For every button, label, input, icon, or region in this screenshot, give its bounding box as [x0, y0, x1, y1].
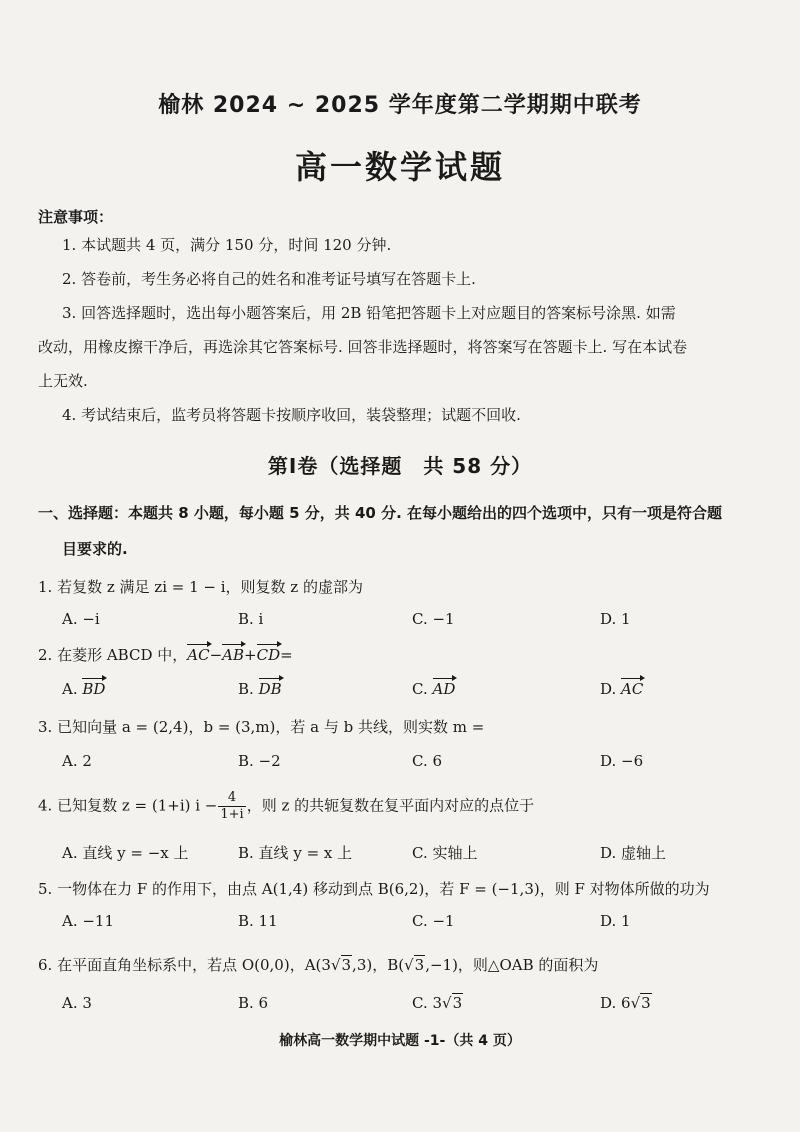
q6-sqrt-3-b: √3 [404, 956, 425, 974]
question-3-stem: 3. 已知向量 a = (2,4)，b = (3,m)，若 a 与 b 共线，则实数 m = [38, 718, 485, 736]
notice-item-4: 4. 考试结束后，监考员将答题卡按顺序收回，装袋整理；试题不回收. [62, 406, 521, 424]
q2-option-c [412, 680, 455, 698]
q3-option-b: B. −2 [238, 752, 281, 770]
q1-option-b: B. i [238, 610, 264, 628]
q3-option-d: D. −6 [600, 752, 644, 770]
q4-option-d: D. 虚轴上 [600, 844, 667, 862]
q6-sqrt-3-a: √3 [330, 956, 352, 974]
q5-option-c: C. −1 [412, 912, 455, 930]
q2-option-d-label: D. [600, 680, 617, 698]
q4-option-c: C. 实轴上 [412, 844, 478, 862]
q6-option-a: A. 3 [62, 994, 92, 1012]
question-6-stem [38, 954, 598, 975]
q6-option-b: B. 6 [238, 994, 269, 1012]
q2-option-c-label: C. [412, 680, 428, 698]
page-footer: 榆林高一数学期中试题 -1-（共 4 页） [279, 1033, 521, 1049]
notice-item-2: 2. 答卷前，考生务必将自己的姓名和准考证号填写在答题卡上. [62, 270, 476, 288]
q6-option-d [600, 994, 652, 1012]
q2-stem-prefix: 2. 在菱形 ABCD 中， [38, 646, 188, 664]
q6-option-d-sqrt: √3 [630, 994, 651, 1012]
q2-option-a [62, 680, 105, 698]
q2-option-c-vector: AD [432, 680, 456, 698]
q2-option-a-label: A. [62, 680, 78, 698]
q2-option-b [238, 680, 282, 698]
notice-item-3-cont: 改动，用橡皮擦干净后，再选涂其它答案标号. 回答非选择题时，将答案写在答题卡上. 写在本试卷 [38, 338, 688, 356]
notice-item-3-end: 上无效. [38, 372, 88, 390]
q2-option-b-label: B. [238, 680, 254, 698]
q6-option-c-text: C. 3 [412, 994, 443, 1012]
q2-vector-cd: CD [256, 646, 281, 664]
q2-vector-ab: AB [222, 646, 245, 664]
q2-plus-sign: + [244, 646, 257, 664]
notice-item-3: 3. 回答选择题时，选出每小题答案后，用 2B 铅笔把答题卡上对应题目的答案标号涂黑. 如需 [62, 304, 676, 322]
q4-fraction-numerator: 4 [218, 790, 245, 807]
q1-option-d: D. 1 [600, 610, 631, 628]
q4-fraction-denominator: 1+i [220, 807, 244, 822]
q6-sqrt-3-a-radicand: 3 [341, 956, 352, 974]
q3-option-a: A. 2 [62, 752, 92, 770]
q4-fraction [218, 790, 245, 823]
q6-option-d-text: D. 6 [600, 994, 631, 1012]
question-5-stem: 5. 一物体在力 F 的作用下，由点 A(1,4) 移动到点 B(6,2)，若 F = (−1,3)，则 F 对物体所做的功为 [38, 880, 710, 898]
subject-title: 高一数学试题 [294, 148, 505, 186]
q2-option-b-vector: DB [258, 680, 282, 698]
q4-stem-suffix: ，则 z 的共轭复数在复平面内对应的点位于 [246, 796, 535, 815]
q2-vector-ac: AC [187, 646, 210, 664]
q6-stem-part3: ,−1)，则△OAB 的面积为 [425, 956, 599, 974]
notice-heading: 注意事项： [38, 208, 114, 226]
q6-stem-part1: 6. 在平面直角坐标系中，若点 O(0,0)，A(3 [38, 956, 331, 974]
q2-option-d-vector: AC [621, 680, 644, 698]
q4-option-b: B. 直线 y = x 上 [238, 844, 353, 862]
q2-option-d [600, 680, 643, 698]
q6-option-c-sqrt: √3 [442, 994, 463, 1012]
question-1-stem: 1. 若复数 z 满足 zi = 1 − i，则复数 z 的虚部为 [38, 578, 363, 596]
section-intro-line2: 目要求的. [62, 540, 128, 558]
q2-option-a-vector: BD [82, 680, 106, 698]
exam-title: 榆林 2024 ~ 2025 学年度第二学期期中联考 [158, 93, 642, 118]
q6-option-d-radicand: 3 [641, 994, 651, 1012]
section-intro-line1: 一、选择题：本题共 8 小题，每小题 5 分，共 40 分. 在每小题给出的四个选项中，只有一项是符合题 [38, 504, 723, 522]
q6-option-c-radicand: 3 [452, 994, 463, 1012]
section-title: 第Ⅰ卷（选择题 共 58 分） [267, 454, 533, 478]
q2-equals-sign: = [280, 646, 293, 664]
q6-option-c [412, 994, 463, 1012]
q1-option-a: A. −i [62, 610, 100, 628]
q6-stem-part2: ,3)，B( [352, 956, 405, 974]
q1-option-c: C. −1 [412, 610, 455, 628]
notice-item-1: 1. 本试题共 4 页，满分 150 分，时间 120 分钟. [62, 236, 392, 254]
question-4-stem [38, 790, 534, 823]
q5-option-b: B. 11 [238, 912, 278, 930]
q3-option-c: C. 6 [412, 752, 443, 770]
q6-sqrt-3-b-radicand: 3 [414, 956, 425, 974]
q4-option-a: A. 直线 y = −x 上 [62, 844, 189, 862]
question-2-stem [38, 644, 293, 665]
q5-option-a: A. −11 [62, 912, 115, 930]
q5-option-d: D. 1 [600, 912, 631, 930]
q2-minus-sign: − [209, 646, 223, 664]
q4-stem-prefix: 4. 已知复数 z = (1+i) i − [38, 796, 218, 815]
